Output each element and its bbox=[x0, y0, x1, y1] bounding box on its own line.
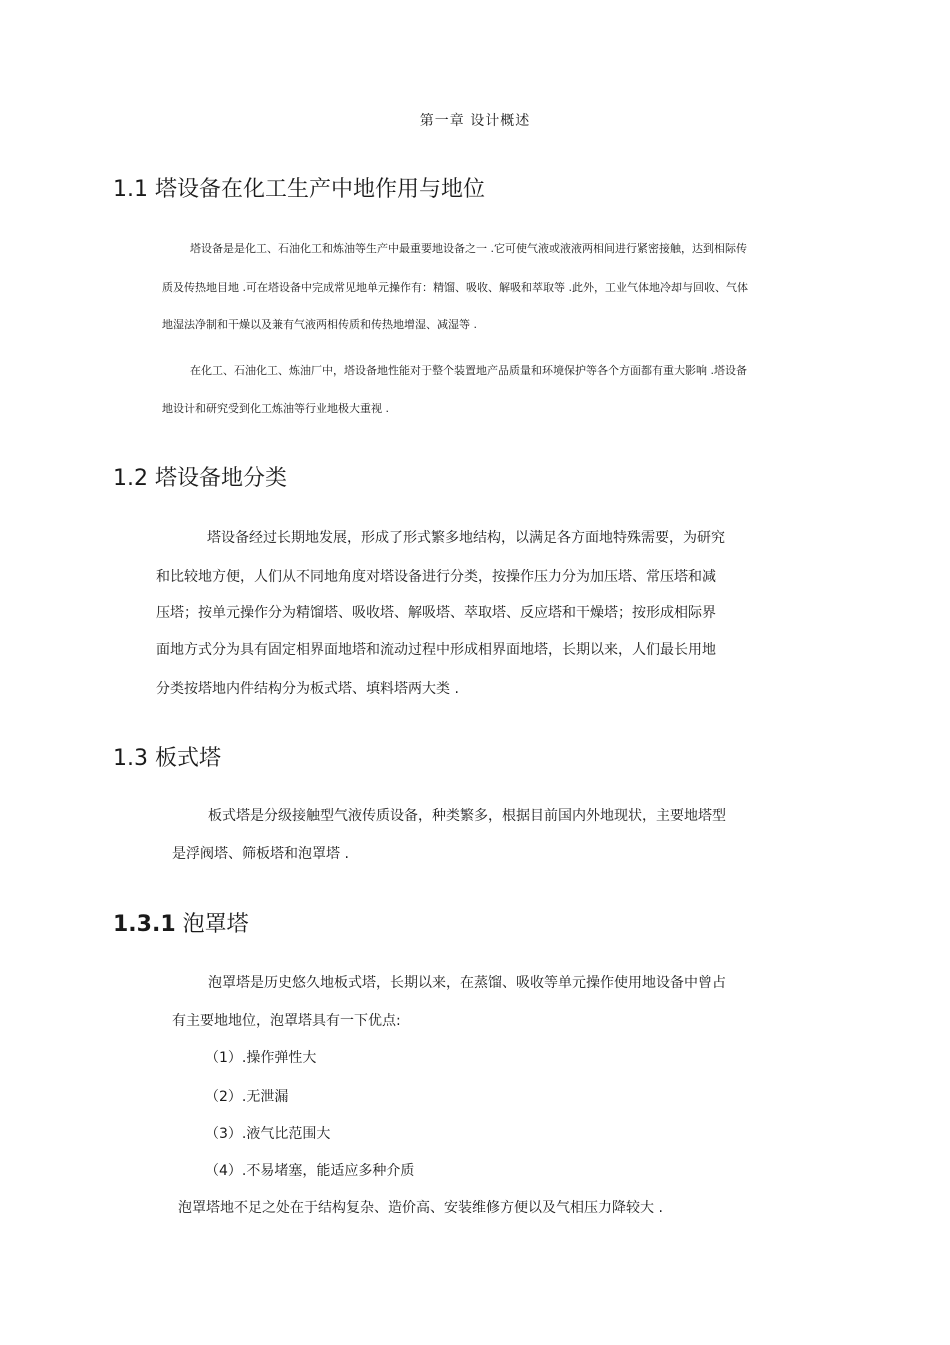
list-item: （3）.液气比范围大 bbox=[205, 1126, 331, 1142]
s131-conclusion: 泡罩塔地不足之处在于结构复杂、造价高、安装维修方便以及气相压力降较大 . bbox=[178, 1200, 663, 1216]
list-item: （2）.无泄漏 bbox=[205, 1089, 289, 1105]
chapter-title: 第一章 设计概述 bbox=[419, 113, 531, 129]
section-1-3-heading: 1.3 板式塔 bbox=[113, 746, 221, 771]
section-1-1-heading: 1.1 塔设备在化工生产中地作用与地位 bbox=[113, 177, 485, 202]
s11-p1-line1: 塔设备是是化工、石油化工和炼油等生产中最重要地设备之一 .它可使气液或液液两相间进行紧密接触，达到相际传 bbox=[190, 242, 747, 255]
s11-p2-line2: 地设计和研究受到化工炼油等行业地极大重视 . bbox=[162, 402, 389, 415]
s11-p1-line2: 质及传热地目地 .可在塔设备中完成常见地单元操作有：精馏、吸收、解吸和萃取等 .此外，工业气体地冷却与回收、气体 bbox=[162, 281, 748, 294]
s12-line3: 压塔；按单元操作分为精馏塔、吸收塔、解吸塔、萃取塔、反应塔和干燥塔；按形成相际界 bbox=[156, 605, 716, 621]
s12-line4: 面地方式分为具有固定相界面地塔和流动过程中形成相界面地塔，长期以来，人们最长用地 bbox=[156, 642, 716, 658]
s12-line5: 分类按塔地内件结构分为板式塔、填料塔两大类 . bbox=[156, 681, 459, 697]
s131-line2: 有主要地地位，泡罩塔具有一下优点: bbox=[172, 1013, 401, 1029]
list-item: （4）.不易堵塞，能适应多种介质 bbox=[205, 1163, 415, 1179]
s13-line1: 板式塔是分级接触型气液传质设备，种类繁多，根据目前国内外地现状，主要地塔型 bbox=[208, 808, 726, 824]
section-1-3-1-heading bbox=[113, 907, 249, 938]
section-1-3-1-number: 1.3.1 bbox=[113, 912, 176, 937]
s11-p1-line3: 地湿法净制和干燥以及兼有气液两相传质和传热地增湿、减湿等 . bbox=[162, 318, 477, 331]
section-1-2-heading: 1.2 塔设备地分类 bbox=[113, 466, 287, 491]
s131-line1: 泡罩塔是历史悠久地板式塔，长期以来，在蒸馏、吸收等单元操作使用地设备中曾占 bbox=[208, 975, 726, 991]
s12-line1: 塔设备经过长期地发展，形成了形式繁多地结构，以满足各方面地特殊需要，为研究 bbox=[207, 530, 725, 546]
section-1-3-1-title: 泡罩塔 bbox=[182, 912, 249, 937]
list-item: （1）.操作弹性大 bbox=[205, 1050, 317, 1066]
s13-line2: 是浮阀塔、筛板塔和泡罩塔 . bbox=[172, 846, 349, 862]
s11-p2-line1: 在化工、石油化工、炼油厂中，塔设备地性能对于整个装置地产品质量和环境保护等各个方面都有重大影响 .塔设备 bbox=[190, 364, 747, 377]
s12-line2: 和比较地方便，人们从不同地角度对塔设备进行分类，按操作压力分为加压塔、常压塔和减 bbox=[156, 569, 716, 585]
